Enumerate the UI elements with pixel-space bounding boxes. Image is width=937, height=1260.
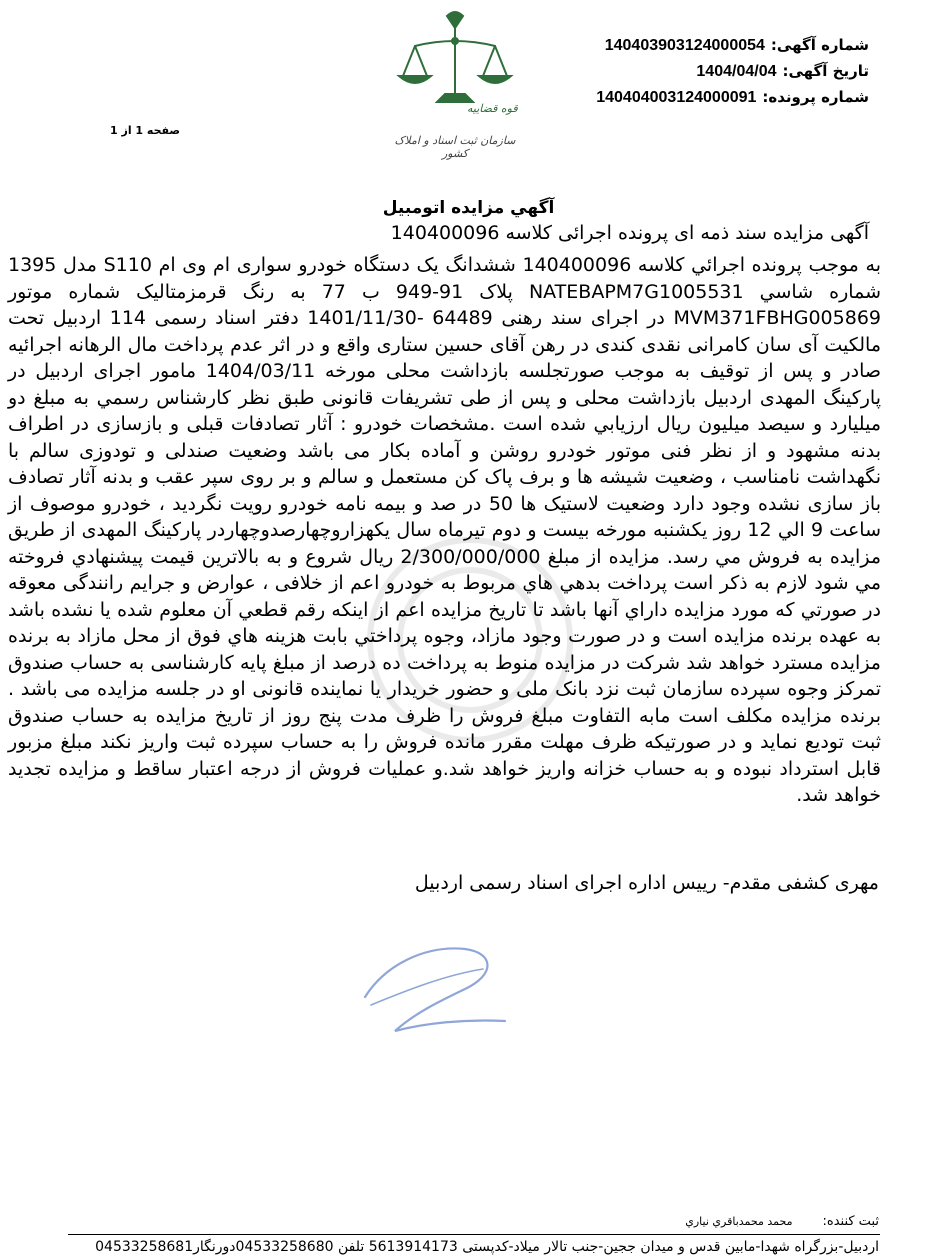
- registrar-line: [685, 1214, 879, 1229]
- ad-number-value: 140403903124000054: [604, 37, 765, 54]
- case-number-line: [596, 88, 869, 107]
- footer-divider: [68, 1234, 880, 1235]
- page-indicator: صفحه 1 از 1: [110, 124, 181, 137]
- scales-of-justice-icon: [385, 6, 525, 136]
- signer-line: مهری کشفی مقدم- رییس اداره اجرای اسناد رسمی اردبیل: [414, 872, 879, 894]
- ad-date-label: تاریخ آگهی:: [782, 62, 869, 80]
- footer-address: اردبیل-بزرگراه شهدا-مابین قدس و میدان ججین-جنب تالار میلاد-کدپستی 5613914173 تلفن 04533258680دورنگار04533258681: [95, 1239, 879, 1255]
- emblem-caption: قوه قضاییه: [467, 102, 518, 115]
- ad-date-value: 1404/04/04: [696, 63, 777, 80]
- registrar-name: محمد محمدباقري نياري: [685, 1215, 793, 1228]
- registrar-label: ثبت کننده:: [822, 1214, 879, 1229]
- ad-number-line: [605, 36, 869, 55]
- case-number-value: 140404003124000091: [596, 89, 757, 106]
- auction-notice-body: به موجب پرونده اجرائي كلاسه 140400096 ششدانگ یک دستگاه خودرو سواری ام وی ام S110 مدل 1395 شماره شاسي NATEBAPM7G1005531 پلاک 91-949 ب 77 به رنگ قرمزمتالیک شماره موتور MVM371FBHG005869 در اجرای سند رهنی 64489 -1401/11/30 دفتر اسناد رسمی 114 اردبیل تحت مالکیت آی سان کامرانی نقدی کندی در رهن آقای حسین ستاری واقع و در اثر عدم پرداخت مال الرهانه اجرائیه صادر و پس از توقیف به موجب صورتجلسه بازداشت محلی مورخه 1404/03/11 مامور اجرای اردبیل در پارکینگ المهدی اردبیل بازداشت محلی و پس از طی تشریفات قانونی طبق نظر کارشناس رسمي به مبلغ دو میلیارد و سیصد میلیون ریال ارزيابي شده است .مشخصات خودرو : آثار تصادفات قبلی و بازسازی در اطراف بدنه مشهود و از نظر فنی موتور خودرو روشن و آماده بکار می باشد وضعیت صندلی و تودوزی سالم با نگهداشت نامناسب ، وضعیت شیشه ها و برف پاک کن مستعمل و سالم و بر روی سپر عقب و بدنه آثار تصادف باز سازی نشده وجود دارد وضعیت لاستیک ها 50 در صد و بیمه نامه خودرو رویت نگردید ، خودرو موصوف از ساعت 9 الي 12 روز یکشنبه مورخه بیست و دوم تیرماه سال یکهزاروچهارصدوچهاردر پارکینگ المهدی از طريق مزايده به فروش مي رسد. مزايده از مبلغ 2/300/000/000 ريال شروع و به بالاترين قيمت پيشنهادي فروخته مي شود لازم به ذكر است پرداخت بدهي هاي مربوط به خودرو اعم از خلافی ، عوارض و جرایم رانندگی معوقه در صورتي كه مورد مزايده داراي آنها باشد تا تاريخ مزايده اعم از اينكه رقم قطعي آن معلوم شده يا نشده باشد به عهده برنده مزايده است و در صورت وجود مازاد، وجوه پرداختي بابت هزينه هاي فوق از محل مازاد به برنده مزايده مسترد خواهد شد شرکت در مزایده منوط به پرداخت ده درصد از مبلغ پایه کارشناسی به حساب صندوق تمرکز وجوه سپرده سازمان ثبت نزد بانک ملی و حضور خریدار یا نماینده قانونی او در جلسه مزایده می باشد . برنده مزایده مکلف است مابه التفاوت مبلغ فروش را ظرف مدت پنج روز از تاریخ مزایده به حساب صندوق ثبت تودیع نماید و در صورتیکه ظرف مهلت مقرر مانده فروش را به حساب سپرده ثبت واریز نکند مبلغ مزبور قابل استرداد نبوده و به حساب خزانه واریز خواهد شد.و عملیات فروش از درجه اعتبار ساقط و مزایده تجدید خواهد شد.: [8, 254, 882, 806]
- handwritten-signature: [345, 935, 520, 1045]
- ad-number-label: شماره آگهی:: [770, 36, 869, 54]
- judiciary-emblem-logo: [385, 6, 525, 160]
- ad-date-line: [696, 62, 869, 81]
- document-title: آگهي مزايده اتومبيل: [382, 198, 555, 218]
- case-number-label: شماره پرونده:: [762, 88, 869, 106]
- document-subtitle: آگهی مزایده سند ذمه ای پرونده اجرائی کلاسه 140400096: [390, 222, 869, 244]
- organization-name: سازمان ثبت اسناد و املاک کشور: [394, 134, 516, 160]
